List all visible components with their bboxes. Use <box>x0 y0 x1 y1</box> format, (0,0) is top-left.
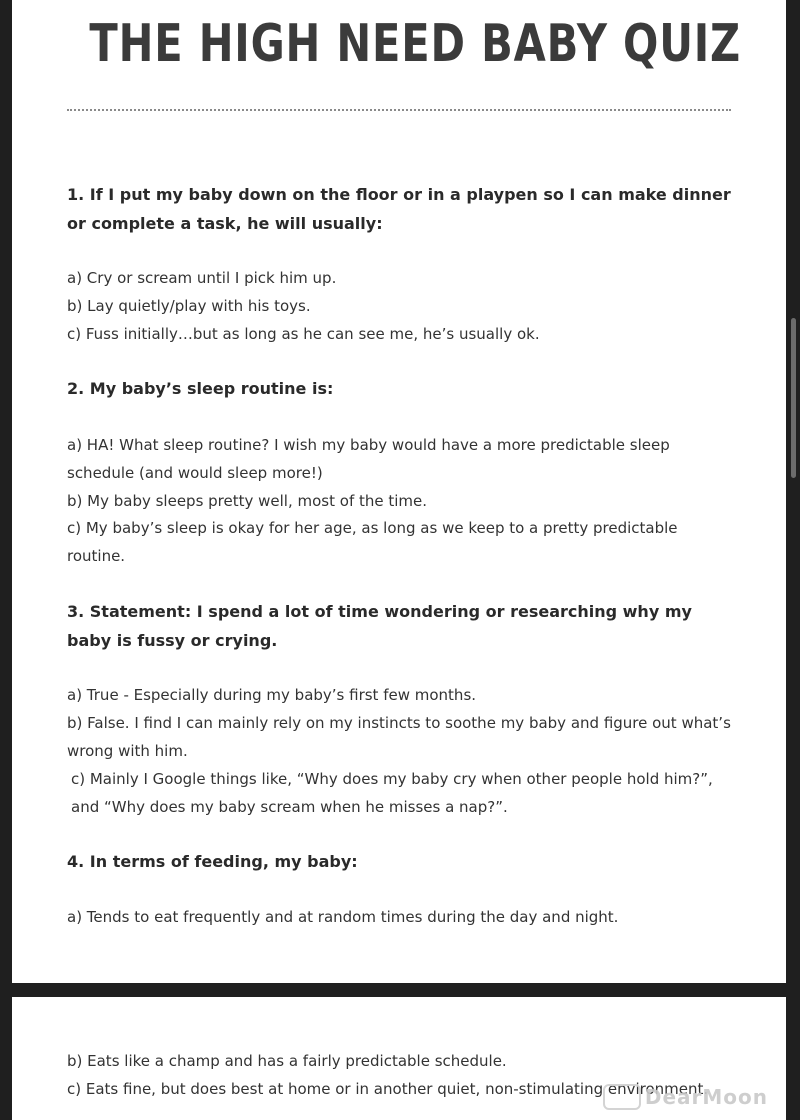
dotted-divider <box>67 109 731 111</box>
answer-3c: c) Mainly I Google things like, “Why does my baby cry when other people hold him?”, and “Why does my baby scream when he misses a nap?”. <box>71 770 713 816</box>
watermark <box>603 1084 768 1110</box>
question-4: 4. In terms of feeding, my baby: <box>67 852 358 871</box>
document-page-1 <box>12 0 786 983</box>
document-page-2 <box>12 997 786 1120</box>
question-1: 1. If I put my baby down on the floor or in a playpen so I can make dinner or complete a task, he will usually: <box>67 185 731 233</box>
answer-4b: b) Eats like a champ and has a fairly predictable schedule. <box>67 1052 507 1070</box>
answer-2c: c) My baby’s sleep is okay for her age, as long as we keep to a pretty predictable routine. <box>67 519 678 565</box>
answer-2b: b) My baby sleeps pretty well, most of the time. <box>67 492 428 510</box>
question-3: 3. Statement: I spend a lot of time wondering or researching why my baby is fussy or crying. <box>67 602 692 650</box>
answer-1a: a) Cry or scream until I pick him up. <box>67 269 337 287</box>
answer-3a: a) True - Especially during my baby’s first few months. <box>67 686 477 704</box>
question-2: 2. My baby’s sleep routine is: <box>67 379 334 398</box>
page-title: THE HIGH NEED BABY QUIZ <box>89 14 742 74</box>
watermark-text: DearMoon <box>644 1085 768 1109</box>
answer-3b: b) False. I find I can mainly rely on my instincts to soothe my baby and figure out what’s wrong with him. <box>67 714 731 760</box>
answer-4a: a) Tends to eat frequently and at random times during the day and night. <box>67 908 619 926</box>
answer-1c: c) Fuss initially…but as long as he can see me, he’s usually ok. <box>67 325 540 343</box>
answer-1b: b) Lay quietly/play with his toys. <box>67 297 311 315</box>
answer-4c: c) Eats fine, but does best at home or in another quiet, non-stimulating environment. <box>67 1080 709 1098</box>
watermark-logo-icon <box>603 1084 641 1110</box>
scrollbar[interactable] <box>791 318 796 478</box>
answer-2a: a) HA! What sleep routine? I wish my baby would have a more predictable sleep schedule (and would sleep more!) <box>67 436 670 482</box>
